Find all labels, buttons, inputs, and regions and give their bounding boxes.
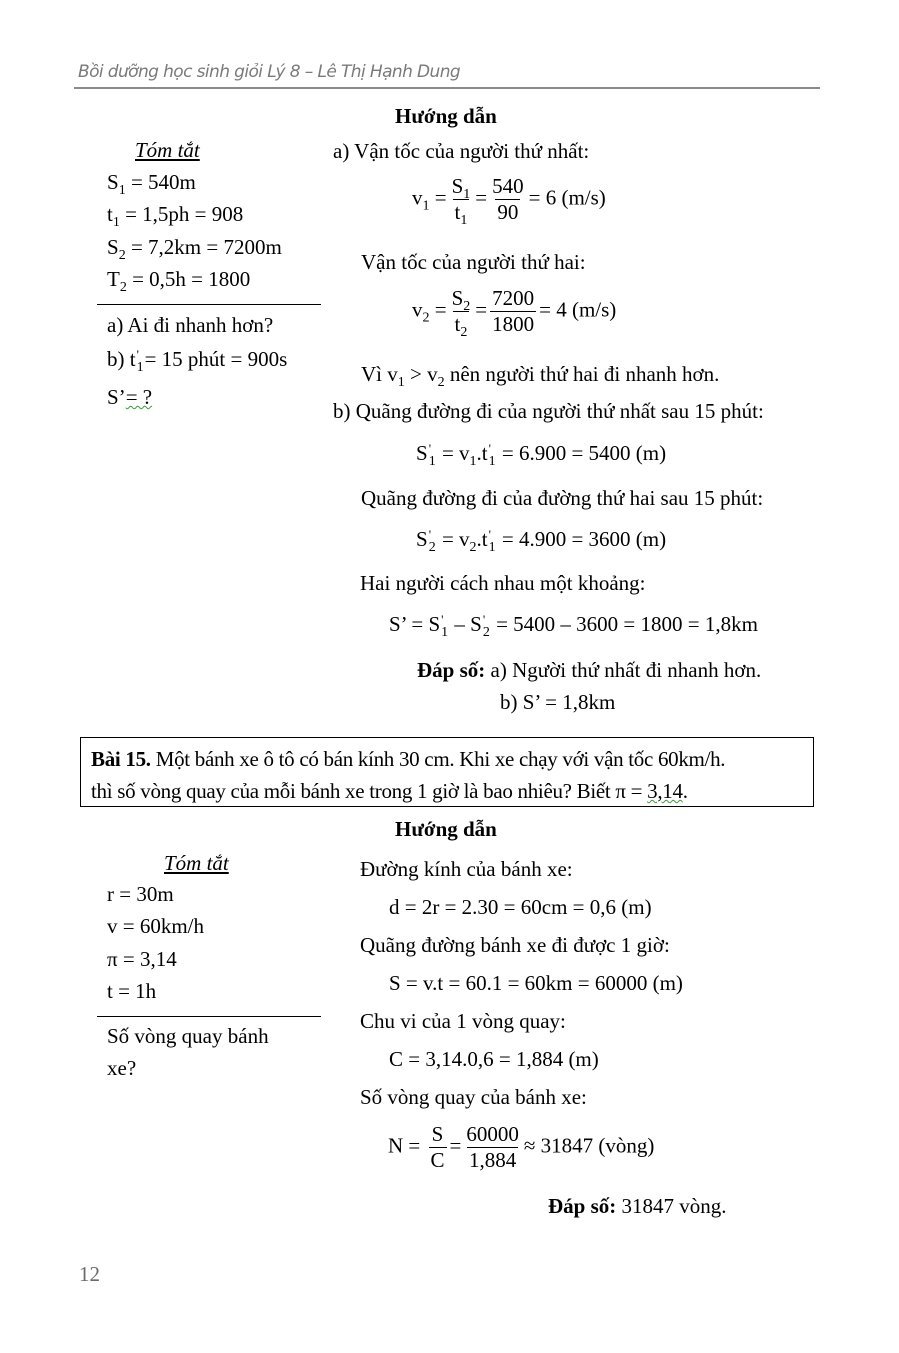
s1-lhs-sub: 1 <box>428 453 436 469</box>
s2-formula <box>416 526 666 555</box>
given-t: t = 1h <box>107 979 157 1003</box>
given-value: = 540m <box>125 170 196 194</box>
v1-lhs-sub: 1 <box>422 198 430 214</box>
given-sub: 1 <box>112 215 120 231</box>
s2-mid: = v <box>436 527 470 551</box>
v2-lhs-sub: 2 <box>422 310 430 326</box>
given-s1 <box>107 169 196 199</box>
guide-title-15: Hướng dẫn <box>395 817 497 841</box>
v2-formula: $v_2$ = $\frac{S_2}{t_2}$ = $\frac{7200}{1800}$ = 4 (m/s) <box>412 286 617 341</box>
compare-sub1: 1 <box>397 375 405 391</box>
prime-sub-stack <box>489 528 496 555</box>
denominator: 1,884 <box>469 1148 517 1172</box>
pi-value: 3,14 <box>647 779 683 803</box>
given-sym: t <box>107 202 113 226</box>
compare-post: nên người thứ hai đi nhanh hơn. <box>444 362 720 386</box>
denominator: 1800 <box>492 312 535 336</box>
numerator: 7200 <box>492 286 535 310</box>
compare-line <box>361 361 720 391</box>
statement-end: . <box>682 779 688 803</box>
compare-mid: > v <box>404 362 438 386</box>
question-c-tail: = ? <box>125 385 153 409</box>
summary-divider-15 <box>97 1016 321 1017</box>
s2-lhs-sub: 2 <box>428 539 436 555</box>
s2-mid-sub: 2 <box>469 540 477 556</box>
v1-lhs: v <box>412 185 423 210</box>
given-v: v = 60km/h <box>107 914 205 938</box>
problem-15-line2 <box>91 778 688 804</box>
fraction <box>490 286 536 337</box>
given-value: = 1,5ph = 908 <box>119 202 244 226</box>
question-b-rest: = 15 phút = 900s <box>144 347 288 371</box>
prime-mark: ' <box>441 611 444 627</box>
dist-sub2: 2 <box>482 624 490 640</box>
numerator: 540 <box>492 174 524 198</box>
denominator: t <box>454 200 461 224</box>
summary-title-15: Tóm tắt <box>164 851 229 875</box>
given-sym: S <box>107 235 119 259</box>
summary-divider-14 <box>97 304 321 305</box>
given-pi: π = 3,14 <box>107 947 177 971</box>
v1-result: = 6 (m/s) <box>528 185 606 210</box>
statement-line2: thì số vòng quay của mỗi bánh xe trong 1 giờ là bao nhiêu? Biết π = <box>91 779 648 803</box>
fraction <box>429 1122 447 1173</box>
question-c <box>107 384 152 410</box>
compare-sub2: 2 <box>437 375 445 391</box>
s1-mid-sub: 1 <box>469 454 477 470</box>
part-a-label: a) Vận tốc của người thứ nhất: <box>333 139 590 163</box>
prime-sub-stack <box>429 442 436 469</box>
distance-label: Hai người cách nhau một khoảng: <box>360 571 646 595</box>
numerator: S <box>451 174 464 198</box>
fraction <box>450 174 473 229</box>
numerator: S <box>451 286 464 310</box>
numerator-sub: 1 <box>463 187 471 203</box>
turns-formula: N = $\frac{S}{C}$ = $\frac{60000}{1,884}$ ≈ 31847 (vòng) <box>388 1122 655 1172</box>
given-sym: S <box>107 170 119 194</box>
part-b-label: b) Quãng đường đi của người thứ nhất sau 15 phút: <box>333 399 764 423</box>
prime-mark: ' <box>482 611 486 627</box>
distance-formula <box>389 611 758 640</box>
given-s2 <box>107 234 282 264</box>
question-c-main: S’ <box>107 385 126 409</box>
s1-formula <box>416 440 666 469</box>
numerator: S <box>431 1122 444 1146</box>
answer-15 <box>548 1193 727 1219</box>
fraction <box>464 1122 521 1173</box>
turns-label: Số vòng quay của bánh xe: <box>360 1085 587 1109</box>
question-15-line1: Số vòng quay bánh <box>107 1024 269 1048</box>
prime-mark: ' <box>488 526 491 542</box>
answer-a: a) Người thứ nhất đi nhanh hơn. <box>485 658 762 682</box>
page-number: 12 <box>79 1262 100 1286</box>
s1-t-sub: 1 <box>488 453 496 469</box>
given-sub: 1 <box>118 183 126 199</box>
header-rule <box>74 87 820 89</box>
prime-mark: ' <box>428 440 432 456</box>
answer-label: Đáp số: <box>548 1194 617 1218</box>
given-t1 <box>107 201 244 231</box>
given-sub: 2 <box>118 248 126 264</box>
answer-label: Đáp số: <box>417 658 486 682</box>
diameter-formula: d = 2r = 2.30 = 60cm = 0,6 (m) <box>389 895 652 919</box>
problem-15-label: Bài 15. <box>91 747 151 771</box>
v2-result: = 4 (m/s) <box>539 297 617 322</box>
s2-t-sub: 1 <box>488 539 496 555</box>
dist-pre: S’ = S <box>389 612 441 636</box>
prime-sub-stack <box>489 442 496 469</box>
circumference-formula: C = 3,14.0,6 = 1,884 (m) <box>389 1047 599 1071</box>
s1-lhs: S <box>416 441 428 465</box>
s1-mid: = v <box>436 441 470 465</box>
denominator: 90 <box>497 200 519 224</box>
question-b <box>107 346 287 375</box>
s1-t: .t <box>476 441 488 465</box>
answer-value: 31847 vòng. <box>616 1194 727 1218</box>
running-header: Bồi dưỡng học sinh giỏi Lý 8 – Lê Thị Hạnh Dung <box>78 62 461 82</box>
s2-rest: = 4.900 = 3600 (m) <box>496 527 667 551</box>
prime-mark: ' <box>136 346 139 362</box>
prime-sub-stack <box>137 348 144 375</box>
guide-title-14: Hướng dẫn <box>395 104 497 128</box>
question-a: a) Ai đi nhanh hơn? <box>107 313 274 337</box>
given-t2 <box>107 266 251 296</box>
given-r: r = 30m <box>107 882 174 906</box>
prime-sub-stack <box>441 613 448 640</box>
answer-14b: b) S’ = 1,8km <box>500 690 616 714</box>
fraction <box>490 174 526 225</box>
distance-15-label: Quãng đường bánh xe đi được 1 giờ: <box>360 933 670 957</box>
given-value: = 7,2km = 7200m <box>125 235 282 259</box>
denominator-sub: 2 <box>460 325 468 341</box>
turns-lhs: N = <box>388 1133 426 1158</box>
v2-lhs: v <box>412 297 423 322</box>
given-value: = 0,5h = 1800 <box>126 267 251 291</box>
denominator-sub: 1 <box>460 213 468 229</box>
given-sub: 2 <box>119 280 127 296</box>
prime-sub-stack <box>483 613 490 640</box>
dist-minus: – S <box>449 612 482 636</box>
s2-t: .t <box>476 527 488 551</box>
dist-rest: = 5400 – 3600 = 1800 = 1,8km <box>490 612 758 636</box>
s2-label: Quãng đường đi của đường thứ hai sau 15 phút: <box>361 486 764 510</box>
denominator: C <box>430 1148 445 1172</box>
distance-15-formula: S = v.t = 60.1 = 60km = 60000 (m) <box>389 971 683 995</box>
diameter-label: Đường kính của bánh xe: <box>360 857 573 881</box>
question-15-line2: xe? <box>107 1056 137 1080</box>
question-b-prefix: b) t <box>107 347 136 371</box>
answer-14a <box>417 657 761 683</box>
summary-title-14: Tóm tắt <box>135 138 200 162</box>
circumference-label: Chu vi của 1 vòng quay: <box>360 1009 566 1033</box>
s2-lhs: S <box>416 527 428 551</box>
question-b-sub: 1 <box>136 359 144 375</box>
dist-sub1: 1 <box>441 624 449 640</box>
v1-formula: $v_1$ = $\frac{S_1}{t_1}$ = $\frac{540}{90}$ = 6 (m/s) <box>412 174 606 229</box>
fraction <box>450 286 473 341</box>
prime-sub-stack <box>429 528 436 555</box>
prime-mark: ' <box>488 440 491 456</box>
s1-rest: = 6.900 = 5400 (m) <box>496 441 667 465</box>
numerator: 60000 <box>466 1122 519 1146</box>
compare-pre: Vì v <box>361 362 398 386</box>
denominator: t <box>454 312 461 336</box>
v2-label: Vận tốc của người thứ hai: <box>361 250 586 274</box>
given-sym: T <box>107 267 120 291</box>
numerator-sub: 2 <box>463 299 471 315</box>
turns-result: ≈ 31847 (vòng) <box>523 1133 655 1158</box>
prime-mark: ' <box>428 526 432 542</box>
problem-15-line1 <box>91 746 725 772</box>
statement-line1: Một bánh xe ô tô có bán kính 30 cm. Khi xe chạy với vận tốc 60km/h. <box>150 747 726 771</box>
